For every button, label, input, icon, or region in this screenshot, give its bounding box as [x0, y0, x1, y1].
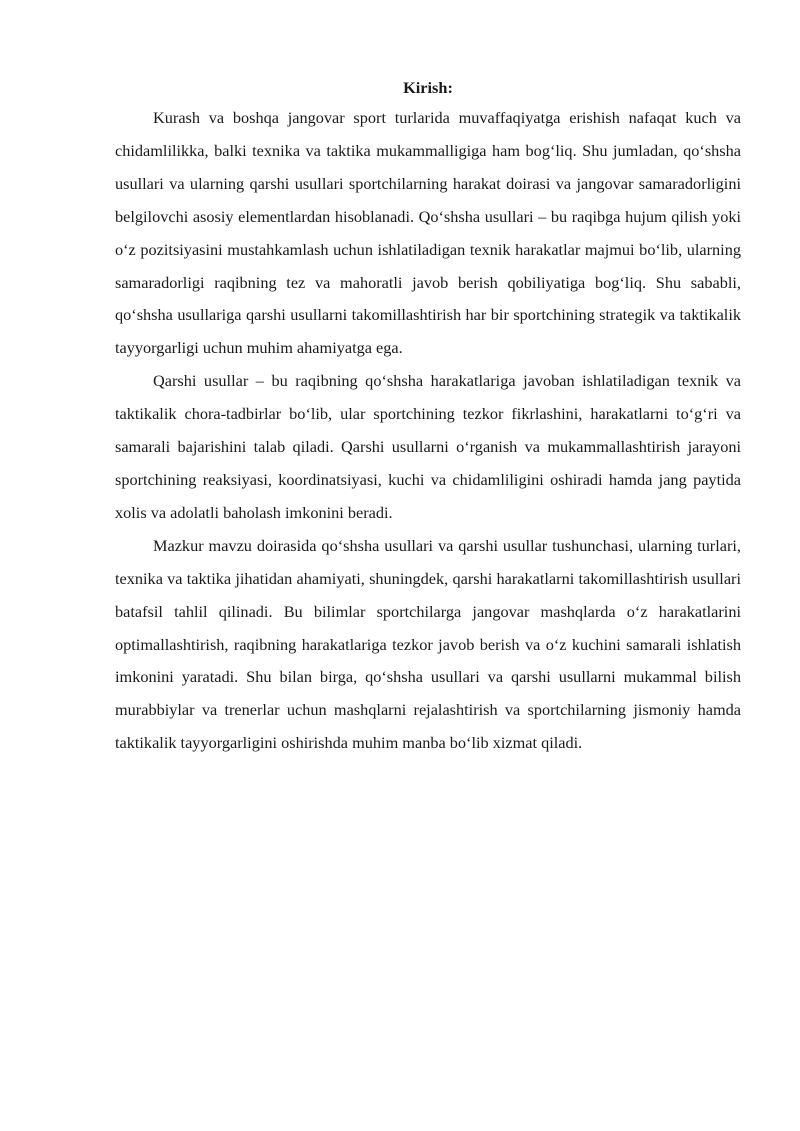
paragraph-intro: Kurash va boshqa jangovar sport turlarida muvaffaqiyatga erishish nafaqat kuch va chidamlilikka, balki texnika va taktika mukammalligiga ham bog‘liq. Shu jumladan, qo‘shsha usullari va ularning qarshi usullari sportchilarning harakat doirasi va jangovar samaradorligini belgilovchi asosiy elementlardan hisoblanadi. Qo‘shsha usullari – bu raqibga hujum qilish yoki o‘z pozitsiyasini mustahkamlash uchun ishlatiladigan texnik harakatlar majmui bo‘lib, ularning samaradorligi raqibning tez va mahoratli javob berish qobiliyatiga bog‘liq. Shu sababli, qo‘shsha usullariga qarshi usullarni takomillashtirish har bir sportchining strategik va taktikalik tayyorgarligi uchun muhim ahamiyatga ega.: [115, 108, 741, 358]
paragraph-topic-scope: Mazkur mavzu doirasida qo‘shsha usullari va qarshi usullar tushunchasi, ularning turlari, texnika va taktika jihatidan ahamiyati, shuningdek, qarshi harakatlarni takomillashtirish usullari batafsil tahlil qilinadi. Bu bilimlar sportchilarga jangovar mashqlarda o‘z harakatlarini optimallashtirish, raqibning harakatlariga tezkor javob berish va o‘z kuchini samarali ishlatish imkonini yaratadi. Shu bilan birga, qo‘shsha usullari va qarshi usullarni mukammal bilish murabbiylar va trenerlar uchun mashqlarni rejalashtirish va sportchilarning jismoniy hamda taktikalik tayyorgarligini oshirishda muhim manba bo‘lib xizmat qiladi.: [115, 535, 741, 753]
section-heading: Kirish:: [403, 78, 453, 97]
paragraph-counter-techniques: Qarshi usullar – bu raqibning qo‘shsha harakatlariga javoban ishlatiladigan texnik va taktikalik chora-tadbirlar bo‘lib, ular sportchining tezkor fikrlashini, harakatlarni to‘g‘ri va samarali bajarishini talab qiladi. Qarshi usullarni o‘rganish va mukammallashtirish jarayoni sportchining reaksiyasi, koordinatsiyasi, kuchi va chidamliligini oshiradi hamda jang paytida xolis va adolatli baholash imkonini beradi.: [115, 371, 741, 522]
document-body: [115, 75, 741, 760]
